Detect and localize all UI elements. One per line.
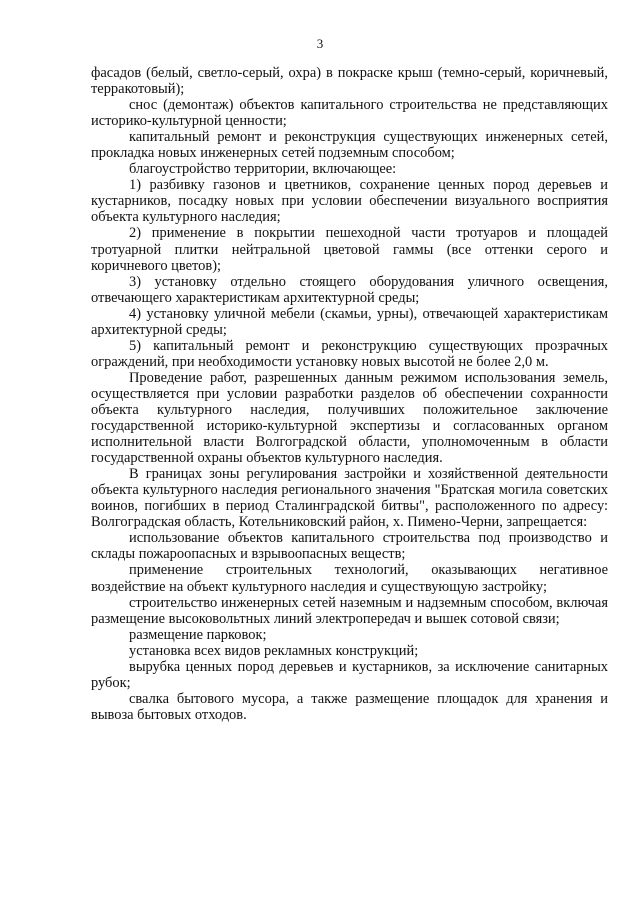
list-item: применение строительных технологий, оказывающих негативное воздействие на объект культурного наследия и существующую застройку; — [91, 562, 608, 595]
paragraph: фасадов (белый, светло-серый, охра) в покраске крыш (темно-серый, коричневый, терракотовый); — [91, 65, 608, 98]
list-item: установка всех видов рекламных конструкций; — [129, 642, 419, 659]
paragraph: Проведение работ, разрешенных данным режимом использования земель, осуществляется при условии разработки разделов об обеспечении сохранности объекта культурного наследия, получивших положительное заключение государственной историко-культурной экспертизы и согласованных органом исполнительной власти Волгоградской области, уполномоченным в области государственной охраны объектов культурного наследия. — [91, 369, 608, 467]
list-item: размещение парковок; — [129, 626, 267, 643]
paragraph: В границах зоны регулирования застройки и хозяйственной деятельности объекта культурного наследия регионального значения "Братская могила советских воинов, погибших в период Сталинградской битвы", расположенного по адресу: Волгоградская область, Котельниковский район, х. Пимено-Черни, запрещается: — [91, 466, 608, 531]
list-item: 4) установку уличной мебели (скамьи, урны), отвечающей характеристикам архитектурной среды; — [91, 305, 608, 338]
list-item: вырубка ценных пород деревьев и кустарников, за исключение санитарных рубок; — [91, 658, 608, 691]
list-item: 3) установку отдельно стоящего оборудования уличного освещения, отвечающего характеристикам архитектурной среды; — [91, 273, 608, 306]
paragraph: снос (демонтаж) объектов капитального строительства не представляющих историко-культурной ценности; — [91, 97, 608, 130]
list-item: свалка бытового мусора, а также размещение площадок для хранения и вывоза бытовых отходов. — [91, 690, 608, 723]
list-item: строительство инженерных сетей наземным и надземным способом, включая размещение высоковольтных линий электропередач и вышек сотовой связи; — [91, 594, 608, 627]
list-item: 1) разбивку газонов и цветников, сохранение ценных пород деревьев и кустарников, посадку новых при условии обеспечении визуального восприятия объекта культурного наследия; — [91, 177, 608, 226]
list-item: 2) применение в покрытии пешеходной части тротуаров и площадей тротуарной плитки нейтральной цветовой гаммы (все оттенки серого и коричневого цветов); — [91, 225, 608, 274]
page-number: 3 — [316, 36, 324, 51]
list-item: использование объектов капитального строительства под производство и склады пожароопасных и взрывоопасных веществ; — [91, 530, 608, 563]
list-item: 5) капитальный ремонт и реконструкцию существующих прозрачных ограждений, при необходимости установку новых высотой не более 2,0 м. — [91, 337, 608, 370]
document-body — [91, 65, 608, 723]
paragraph: капитальный ремонт и реконструкция существующих инженерных сетей, прокладка новых инженерных сетей подземным способом; — [91, 129, 608, 162]
paragraph: благоустройство территории, включающее: — [129, 161, 397, 178]
